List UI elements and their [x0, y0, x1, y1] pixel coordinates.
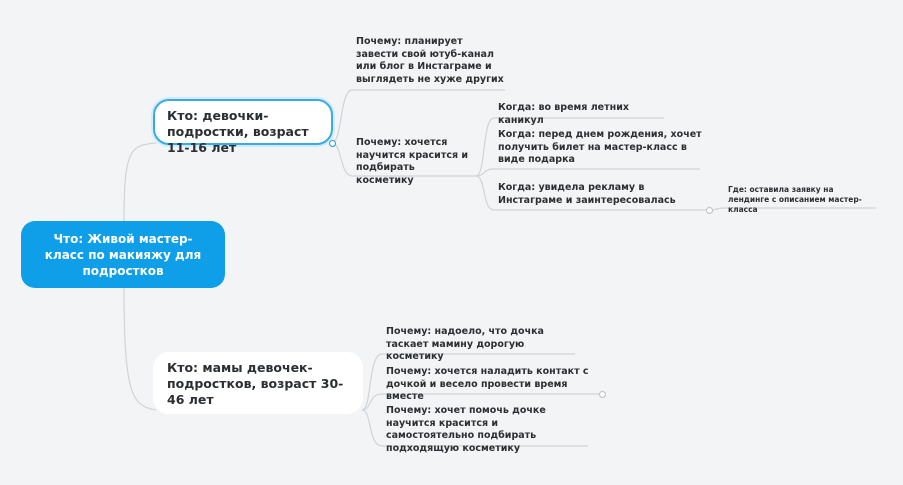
- root-topic[interactable]: [21, 221, 225, 288]
- link-reason2-when2: [476, 169, 700, 176]
- reason-node-moms-1[interactable]: [386, 326, 571, 364]
- reason-node-girls-2-label: Почему: хочется научится красится и подбирать косметику: [356, 137, 469, 186]
- root-topic-label: Что: Живой мастер-класс по макияжу для подростков: [44, 231, 202, 278]
- link-root-moms: [124, 288, 156, 410]
- expand-toggle-moms-2[interactable]: [599, 391, 606, 398]
- when-node-2-label: Когда: перед днем рождения, хочет получить билет на мастер-класс в виде подарка: [498, 129, 702, 165]
- reason-node-moms-1-label: Почему: надоело, что дочка таскает мамину дорогую косметику: [386, 326, 544, 362]
- who-node-moms[interactable]: [153, 352, 363, 414]
- reason-node-moms-3[interactable]: [386, 405, 586, 455]
- who-node-girls-label: Кто: девочки-подростки, возраст 11-16 лет: [167, 108, 309, 155]
- when-node-3-label: Когда: увидела рекламу в Инстаграме и заинтересовалась: [498, 182, 676, 206]
- where-node-label: Где: оставила заявку на лендинге с описанием мастер-класса: [728, 185, 862, 214]
- reason-node-moms-3-label: Почему: хочет помочь дочке научится красится и самостоятельно подбирать подходящую косметику: [386, 405, 546, 454]
- link-root-girls: [124, 143, 156, 221]
- reason-node-moms-2-label: Почему: хочется наладить контакт с дочкой и весело провести время вместе: [386, 366, 589, 402]
- who-node-girls[interactable]: [153, 99, 333, 155]
- where-node[interactable]: [728, 185, 876, 215]
- reason-node-girls-2[interactable]: [356, 137, 474, 187]
- who-node-moms-label: Кто: мамы девочек-подростков, возраст 30-46 лет: [167, 360, 344, 407]
- reason-node-moms-2[interactable]: [386, 366, 596, 404]
- collapse-toggle-girls[interactable]: [329, 140, 336, 147]
- when-node-3[interactable]: [498, 182, 703, 207]
- reason-node-girls-1-label: Почему: планирует завести свой ютуб-канал или блог в Инстаграме и выглядеть не хуже других: [356, 36, 504, 85]
- reason-node-girls-1[interactable]: [356, 36, 506, 86]
- when-node-1-label: Когда: во время летних каникул: [498, 102, 629, 126]
- when-node-2[interactable]: [498, 129, 703, 167]
- expand-toggle-when-3[interactable]: [706, 207, 713, 214]
- when-node-1[interactable]: [498, 102, 673, 127]
- link-girls-reason1: [332, 90, 505, 143]
